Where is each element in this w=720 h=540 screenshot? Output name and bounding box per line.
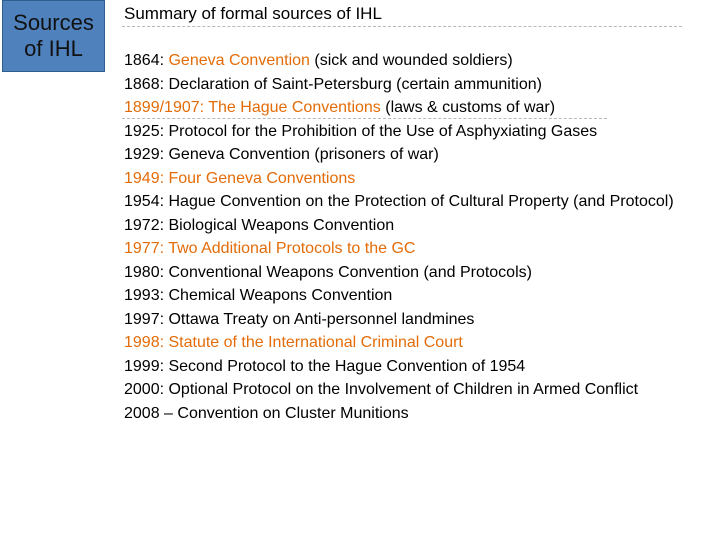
source-name: Declaration of Saint-Petersburg (certain ammunition) (168, 75, 542, 93)
source-name: Geneva Convention (prisoners of war) (168, 146, 439, 163)
slide-subtitle: Summary of formal sources of IHL (124, 4, 382, 23)
divider-top (122, 26, 682, 27)
section-title-box (2, 0, 105, 72)
source-year: 2000 (124, 381, 160, 398)
source-separator: : (159, 193, 169, 210)
source-year: 1925 (124, 122, 160, 140)
source-name: Conventional Weapons Convention (and Protocols) (168, 263, 532, 281)
source-separator: : (159, 75, 169, 93)
source-separator: : (159, 169, 169, 187)
source-item (124, 96, 714, 120)
source-separator: : (159, 122, 169, 140)
source-separator: : (159, 287, 169, 304)
source-separator: : (159, 146, 169, 163)
source-year: 1868 (124, 75, 160, 93)
source-year: 1998 (124, 334, 160, 351)
source-year: 1999 (124, 357, 160, 375)
source-name: Optional Protocol on the Involvement of Children in Armed Conflict (168, 381, 639, 398)
source-year: 1864 (124, 52, 160, 69)
source-item (124, 284, 714, 308)
source-item (124, 73, 714, 97)
source-name: Biological Weapons Convention (168, 216, 395, 234)
source-separator: : (159, 310, 169, 328)
source-year: 1977 (124, 240, 160, 257)
section-title-line1: Sources (13, 10, 94, 35)
source-name: Ottawa Treaty on Anti-personnel landmines (168, 310, 475, 328)
source-year: 1899/1907 (124, 99, 200, 116)
source-separator: : (159, 381, 169, 398)
source-year: 1954 (124, 193, 160, 210)
source-item (124, 237, 714, 261)
source-name: The Hague Conventions (208, 99, 381, 116)
source-separator: : (199, 99, 209, 116)
source-separator: : (159, 357, 169, 375)
source-year: 2008 (124, 404, 160, 422)
source-separator: – (159, 404, 178, 422)
source-name: Geneva Convention (168, 52, 310, 69)
source-separator: : (159, 263, 169, 281)
source-name: Statute of the International Criminal Court (168, 334, 463, 351)
source-item (124, 167, 714, 191)
source-name: Convention on Cluster Munitions (177, 404, 409, 422)
sources-list (124, 49, 714, 425)
source-item (124, 308, 714, 332)
source-detail: (laws & customs of war) (380, 99, 556, 116)
source-name: Four Geneva Conventions (168, 169, 356, 187)
source-separator: : (159, 52, 169, 69)
source-name: Chemical Weapons Convention (168, 287, 393, 304)
source-year: 1929 (124, 146, 160, 163)
source-item (124, 190, 714, 214)
source-year: 1949 (124, 169, 160, 187)
source-separator: : (159, 240, 169, 257)
source-separator: : (159, 334, 169, 351)
source-item (124, 378, 714, 402)
source-item (124, 331, 714, 355)
source-item (124, 402, 714, 426)
source-name: Protocol for the Prohibition of the Use of Asphyxiating Gases (168, 122, 598, 140)
source-name: Second Protocol to the Hague Convention of 1954 (168, 357, 526, 375)
source-year: 1980 (124, 263, 160, 281)
source-item (124, 261, 714, 285)
source-separator: : (159, 216, 169, 234)
source-item (124, 214, 714, 238)
source-name: Hague Convention on the Protection of Cultural Property (and Protocol) (168, 193, 674, 210)
source-year: 1972 (124, 216, 160, 234)
source-item (124, 120, 714, 144)
section-title-line2: of IHL (24, 36, 83, 61)
source-year: 1997 (124, 310, 160, 328)
source-year: 1993 (124, 287, 160, 304)
source-name: Two Additional Protocols to the GC (168, 240, 416, 257)
source-detail: (sick and wounded soldiers) (309, 52, 513, 69)
source-item (124, 49, 714, 73)
source-item (124, 143, 714, 167)
source-item (124, 355, 714, 379)
